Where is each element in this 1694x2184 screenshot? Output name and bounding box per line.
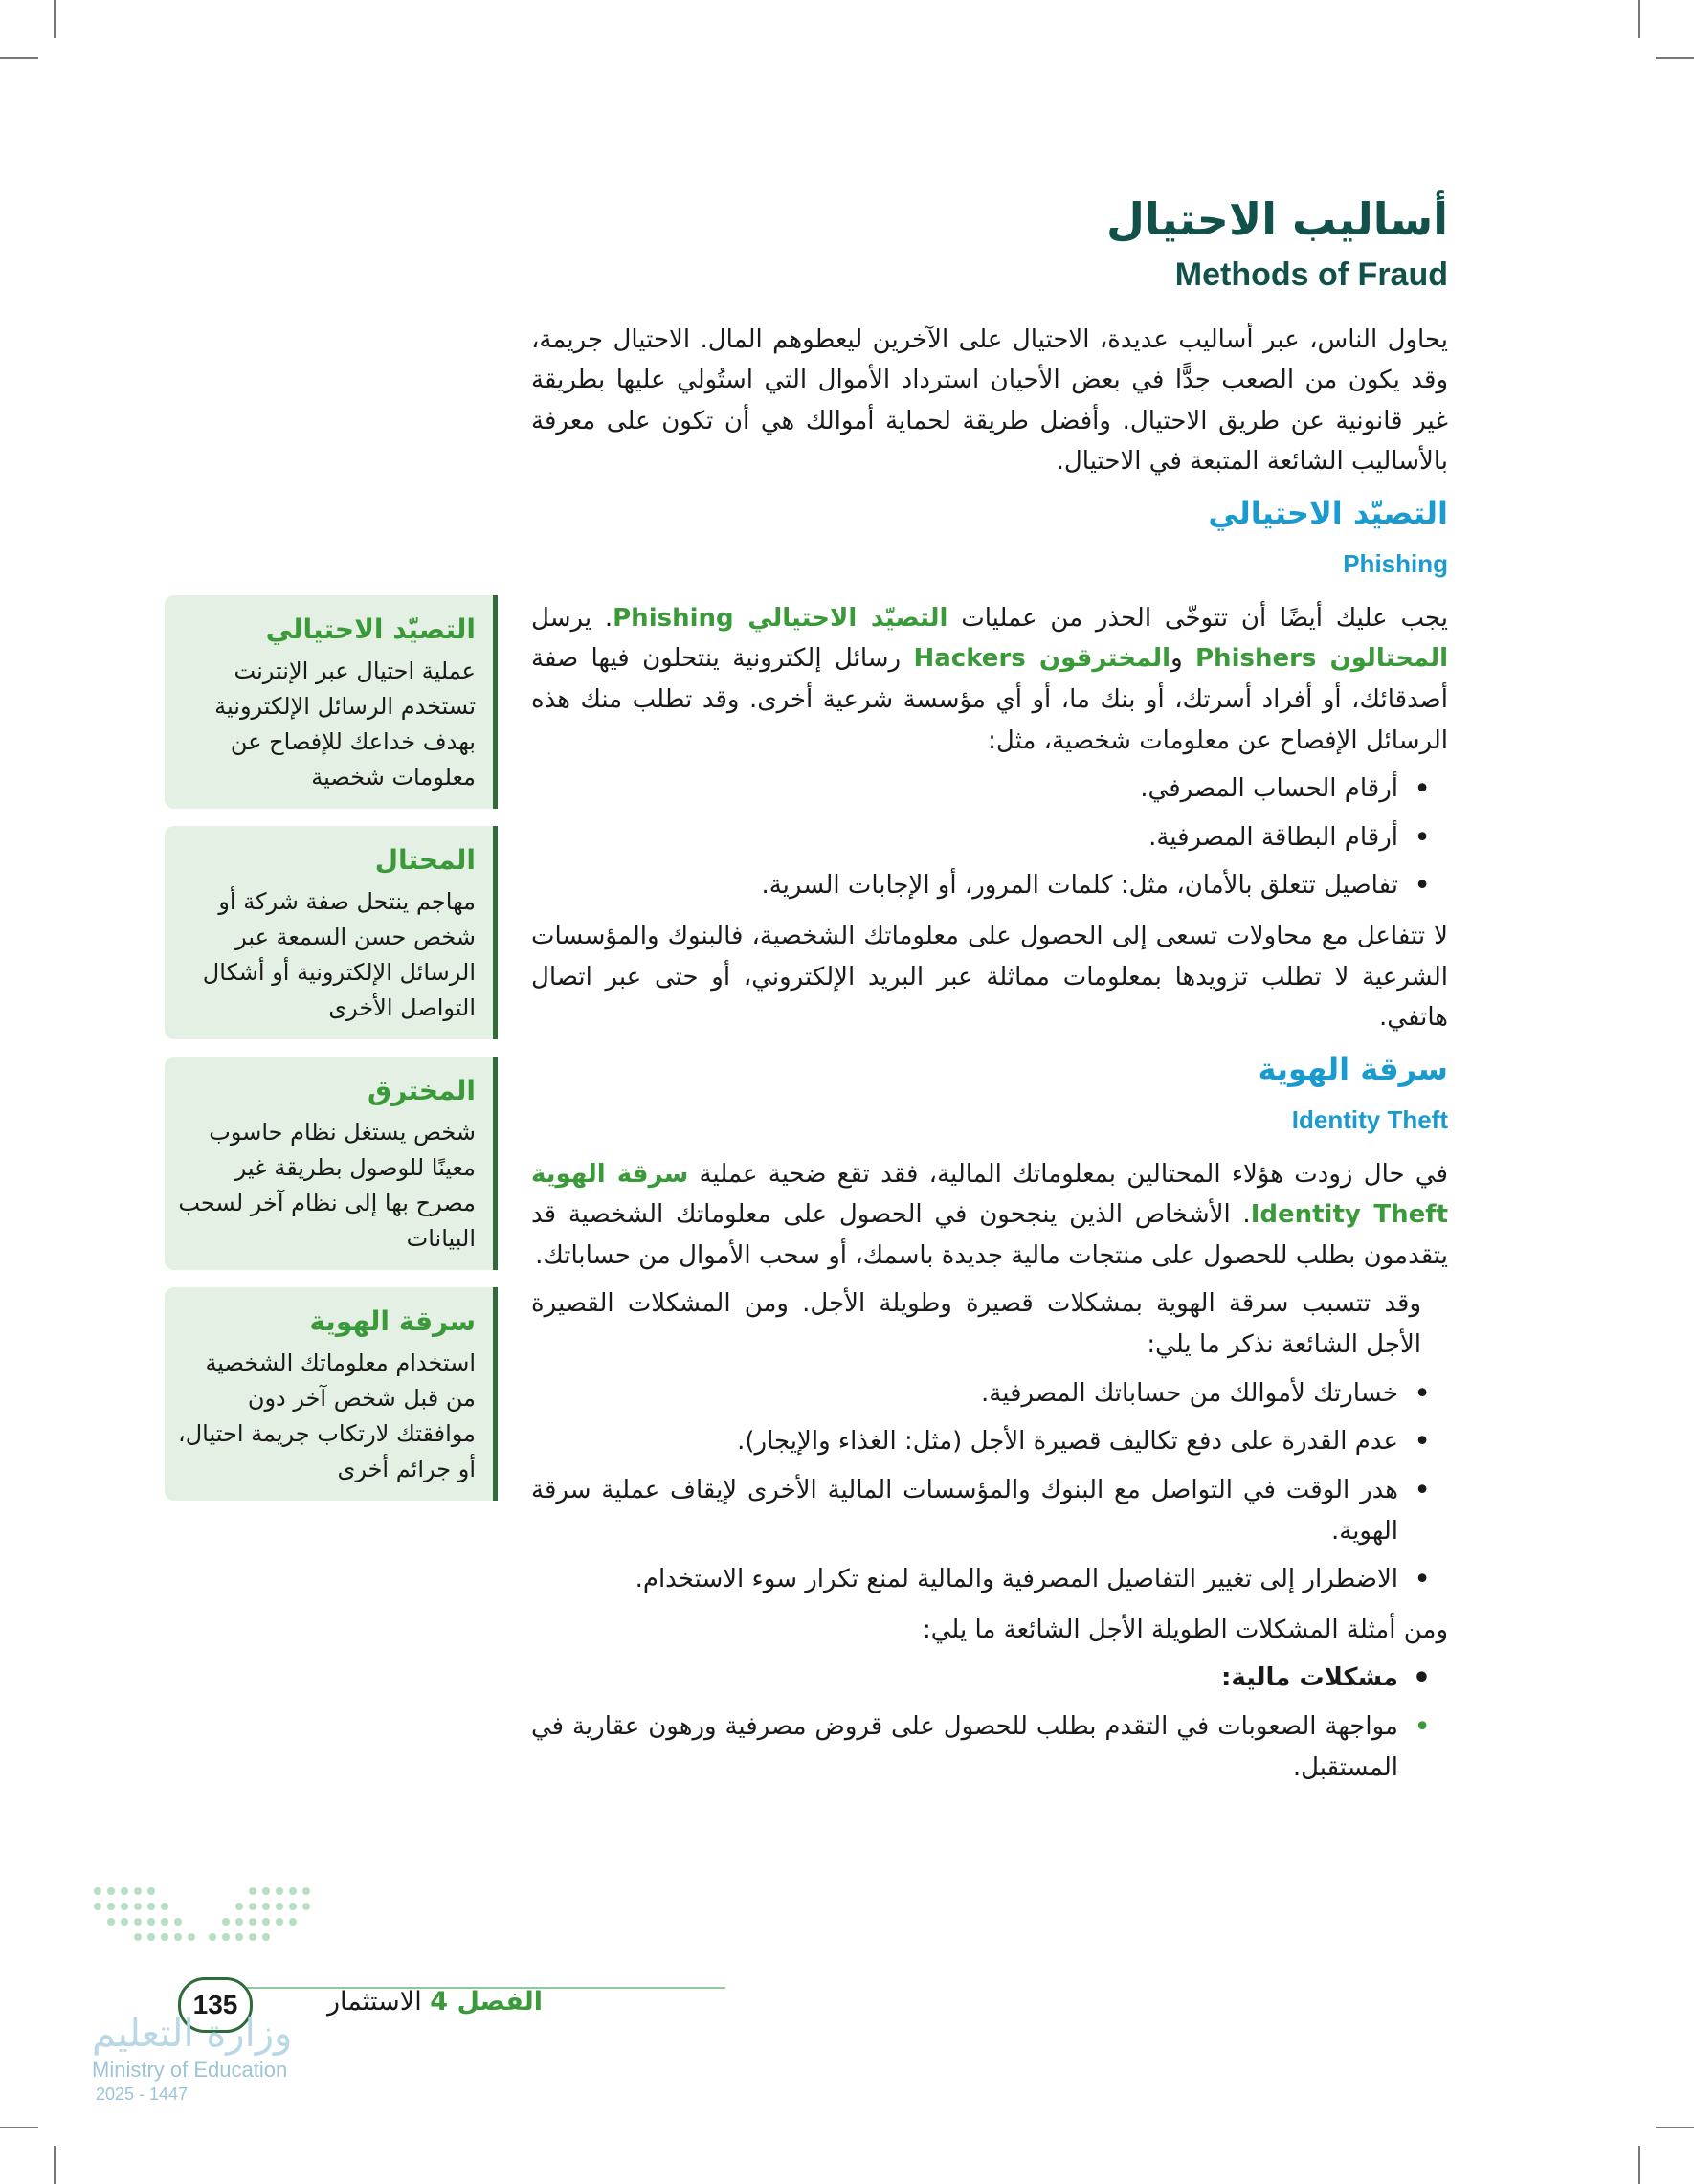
glossary-box: [165, 595, 498, 809]
ministry-name-en: Ministry of Education: [92, 2058, 288, 2082]
term-phishing: التصيّد الاحتيالي Phishing: [613, 603, 948, 633]
crop-mark: [0, 2127, 38, 2128]
crop-mark: [1638, 0, 1640, 38]
identity-heading-en: Identity Theft: [1291, 1104, 1448, 1134]
page-number: 135: [178, 1977, 253, 2033]
list-item: • مواجهة الصعوبات في التقدم بطلب للحصول على قروض مصرفية ورهون عقارية في المستقبل.: [531, 1706, 1398, 1788]
glossary-definition: استخدام معلوماتك الشخصية من قبل شخص آخر دون موافقتك لارتكاب جريمة احتيال، أو جرائم أخرى: [178, 1348, 476, 1482]
list-item: • الاضطرار إلى تغيير التفاصيل المصرفية والمالية لمنع تكرار سوء الاستخدام.: [531, 1559, 1398, 1600]
glossary-box: [165, 826, 498, 1039]
text-run: يجب عليك أيضًا أن تتوخّى الحذر من عمليات: [961, 603, 1448, 633]
long-bullet-title: مشكلات مالية:: [1221, 1663, 1398, 1693]
crop-mark: [1656, 2127, 1694, 2128]
glossary-box: [165, 1057, 498, 1270]
glossary-definition: شخص يستغل نظام حاسوب معينًا للوصول بطريقة غير مصرح بها إلى نظام آخر لسحب البيانات: [178, 1118, 476, 1252]
list-item: • تفاصيل تتعلق بالأمان، مثل: كلمات المرور، أو الإجابات السرية.: [531, 865, 1398, 906]
text-run: رسائل إلكترونية ينتحلون فيها صفة أصدقائك، أو أفراد أسرتك، أو بنك ما، أو أي مؤسسة شرعية أخرى. وقد تطلب منك هذه الرسائل الإفصاح عن معلومات شخصية، مثل:: [531, 644, 1448, 755]
identity-paragraph-2: وقد تتسبب سرقة الهوية بمشكلات قصيرة وطويلة الأجل. ومن المشكلات القصيرة الأجل الشائعة نذكر ما يلي:: [531, 1289, 1421, 1360]
section-title-en: Methods of Fraud: [1174, 256, 1448, 293]
term-hackers: المخترقون Hackers: [913, 644, 1171, 674]
crop-mark: [54, 2146, 56, 2184]
intro-paragraph: يحاول الناس، عبر أساليب عديدة، الاحتيال على الآخرين ليعطوهم المال. الاحتيال جريمة، وقد يكون من الصعب جدًّا في بعض الأحيان استرداد الأموال التي استُولي عليها بطريقة غير قانونية عن طريق الاحتيال. وأفضل طريقة لحماية أموالك هي أن تكون على معرفة بالأساليب الشائعة المتبعة في الاحتيال.: [531, 324, 1448, 477]
main-content: [531, 191, 1448, 1797]
phishing-paragraph-2: لا تتفاعل مع محاولات تسعى إلى الحصول على معلوماتك الشخصية، فالبنوك والمؤسسات الشرعية لا تطلب تزويدها بمعلومات مماثلة عبر البريد الإلكتروني، أو حتى عبر اتصال هاتفي.: [531, 922, 1448, 1033]
glossary-definition: عملية احتيال عبر الإنترنت تستخدم الرسائل الإلكترونية بهدف خداعك للإفصاح عن معلومات شخصية: [214, 657, 476, 791]
identity-paragraph-3: ومن أمثلة المشكلات الطويلة الأجل الشائعة ما يلي:: [923, 1615, 1448, 1644]
crop-mark: [1638, 2146, 1640, 2184]
glossary-term: المخترق: [368, 1074, 476, 1106]
chapter-footer: [327, 1987, 543, 2017]
glossary-term: التصيّد الاحتيالي: [265, 613, 476, 645]
term-phishers: المحتالون Phishers: [1195, 644, 1449, 674]
list-item: • أرقام الحساب المصرفي.: [531, 769, 1398, 810]
list-item: • عدم القدرة على دفع تكاليف قصيرة الأجل (مثل: الغذاء والإيجار).: [531, 1421, 1398, 1462]
section-title-ar: أساليب الاحتيال: [1106, 193, 1448, 245]
long-term-sub-bullets: [531, 1706, 1448, 1788]
ministry-name-ar: وزارة التعليم: [92, 2012, 293, 2056]
glossary-definition: مهاجم ينتحل صفة شركة أو شخص حسن السمعة عبر الرسائل الإلكترونية أو أشكال التواصل الأخرى: [202, 888, 476, 1021]
list-item: • خسارتك لأموالك من حساباتك المصرفية.: [531, 1373, 1398, 1415]
term-identity-theft: سرقة الهوية Identity Theft: [531, 1159, 1449, 1230]
text-run: . يرسل: [531, 603, 613, 633]
identity-heading-ar: سرقة الهوية: [1258, 1050, 1448, 1087]
glossary-box: [165, 1287, 498, 1501]
year-label: 2025 - 1447: [96, 2084, 189, 2104]
crop-mark: [0, 57, 38, 59]
long-term-bullets: [531, 1658, 1448, 1699]
short-term-bullets: [531, 1373, 1448, 1600]
list-item: • هدر الوقت في التواصل مع البنوك والمؤسسات المالية الأخرى لإيقاف عملية سرقة الهوية.: [531, 1470, 1398, 1551]
list-item: [531, 1658, 1398, 1699]
glossary-term: المحتال: [374, 843, 476, 876]
glossary-term: سرقة الهوية: [309, 1304, 476, 1337]
chapter-label: الفصل 4: [430, 1987, 544, 2017]
phishing-bullets: [531, 769, 1448, 906]
crop-mark: [54, 0, 56, 38]
ministry-logo-dots-icon: [92, 1883, 312, 1950]
phishing-heading-en: Phishing: [1343, 549, 1448, 579]
chapter-title: الاستثمار: [327, 1987, 422, 2017]
text-run: . الأشخاص الذين ينجحون في الحصول على معلوماتك الشخصية قد يتقدمون بطلب للحصول على منتجات مالية جديدة باسمك، أو سحب الأموال من حساباتك.: [531, 1200, 1448, 1270]
phishing-paragraph-1: [531, 598, 1448, 762]
identity-paragraph-1: [531, 1154, 1448, 1277]
text-run: في حال زودت هؤلاء المحتالين بمعلوماتك المالية، فقد تقع ضحية عملية: [699, 1159, 1448, 1189]
text-run: و: [1170, 644, 1183, 674]
glossary-sidebar: [165, 595, 498, 1518]
list-item: • أرقام البطاقة المصرفية.: [531, 817, 1398, 858]
crop-mark: [1656, 57, 1694, 59]
phishing-heading-ar: التصيّد الاحتيالي: [1208, 495, 1448, 532]
